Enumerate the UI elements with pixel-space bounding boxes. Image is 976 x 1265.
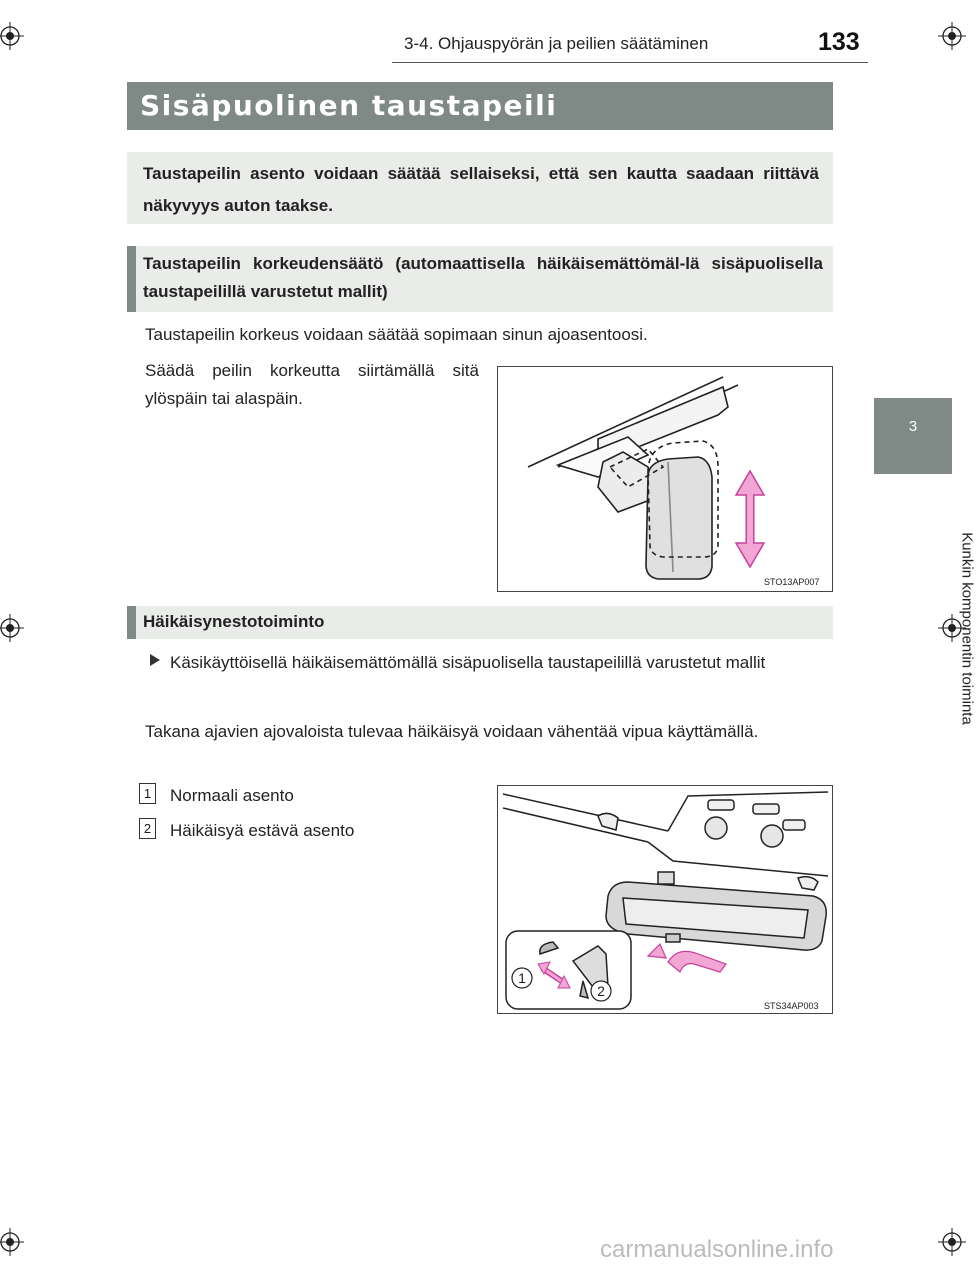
anti-glare-figure <box>497 785 833 1014</box>
mirror-height-figure <box>497 366 833 592</box>
page-title: Sisäpuolinen taustapeili <box>140 89 558 122</box>
section-heading: Taustapeilin korkeudensäätö (automaattisella häikäisemättömäl-lä sisäpuolisella taustapeilillä varustetut mallit) <box>143 254 823 301</box>
chapter-number: 3 <box>908 418 918 435</box>
item-label: Häikäisyä estävä asento <box>170 821 355 840</box>
header-rule <box>392 62 868 63</box>
running-header: 3-4. Ohjauspyörän ja peilien säätäminen <box>404 34 709 53</box>
item-number: 2 <box>139 818 156 839</box>
body-paragraph: Takana ajavien ajovaloista tulevaa häikäisyä voidaan vähentää vipua käyttämällä. <box>145 722 759 741</box>
registration-mark-icon <box>938 1228 966 1256</box>
registration-mark-icon <box>938 22 966 50</box>
watermark: carmanualsonline.info <box>600 1236 834 1263</box>
figure-code: STS34AP003 <box>764 1001 819 1011</box>
body-paragraph: Säädä peilin korkeutta siirtämällä sitä ylöspäin tai alaspäin. <box>145 361 479 408</box>
registration-mark-icon <box>0 614 24 642</box>
figure-callout: 1 <box>518 970 526 986</box>
bullet-arrow-icon <box>150 654 160 666</box>
intro-text: Taustapeilin asento voidaan säätää sellaiseksi, että sen kautta saadaan riittävä näkyvyys auton taakse. <box>143 164 819 215</box>
item-number: 1 <box>139 783 156 804</box>
item-label: Normaali asento <box>170 786 294 805</box>
registration-mark-icon <box>0 1228 24 1256</box>
body-paragraph: Taustapeilin korkeus voidaan säätää sopimaan sinun ajoasentoosi. <box>145 325 648 344</box>
chapter-label: Kunkin komponentin toiminta <box>958 532 976 725</box>
chapter-tab <box>874 398 952 474</box>
section-heading: Häikäisynestotoiminto <box>143 612 325 631</box>
figure-callout: 2 <box>597 983 605 999</box>
registration-mark-icon <box>0 22 24 50</box>
figure-code: STO13AP007 <box>764 577 820 587</box>
page-number: 133 <box>818 28 860 56</box>
bullet-text: Käsikäyttöisellä häikäisemättömällä sisäpuolisella taustapeilillä varustetut mallit <box>170 653 766 672</box>
